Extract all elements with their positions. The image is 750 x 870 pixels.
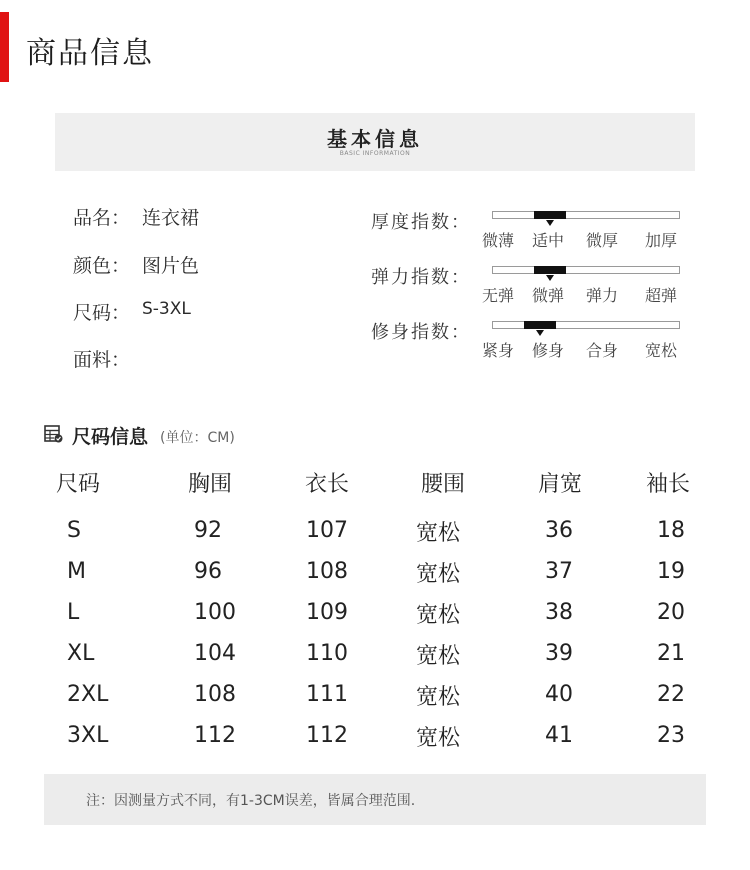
attr-label-size: 尺码： xyxy=(73,302,131,324)
elasticity-option-3: 弹力 xyxy=(586,286,619,305)
fit-index-label: 修身指数： xyxy=(371,322,471,343)
thickness-pointer-icon xyxy=(546,220,554,226)
table-cell: 2XL xyxy=(67,682,109,707)
fit-scale-marker xyxy=(524,321,556,329)
table-cell: 宽松 xyxy=(416,562,461,587)
table-cell: 宽松 xyxy=(416,521,461,546)
table-cell: 92 xyxy=(194,518,222,543)
size-col-header: 尺码 xyxy=(56,472,101,497)
table-cell: 112 xyxy=(306,723,348,748)
table-cell: L xyxy=(67,600,80,625)
thickness-option-3: 微厚 xyxy=(586,231,619,250)
table-cell: 36 xyxy=(545,518,573,543)
table-cell: 宽松 xyxy=(416,603,461,628)
table-cell: 41 xyxy=(545,723,573,748)
basic-info-banner xyxy=(55,113,695,171)
header-accent-bar xyxy=(0,12,9,82)
attr-label-name: 品名： xyxy=(73,207,131,229)
banner-subtitle: BASIC INFORMATION xyxy=(339,150,411,157)
thickness-option-2: 适中 xyxy=(532,231,565,250)
size-col-header: 肩宽 xyxy=(538,472,583,497)
table-cell: XL xyxy=(67,641,95,666)
elasticity-scale-marker xyxy=(534,266,566,274)
table-cell: 21 xyxy=(657,641,685,666)
table-cell: 100 xyxy=(194,600,236,625)
table-cell: 109 xyxy=(306,600,348,625)
size-chart-icon xyxy=(44,425,64,443)
thickness-option-1: 微薄 xyxy=(482,231,515,250)
fit-scale xyxy=(492,321,680,329)
elasticity-pointer-icon xyxy=(546,275,554,281)
attr-label-fabric: 面料： xyxy=(73,349,131,371)
note-text: 注：因测量方式不同，有1-3CM误差，皆属合理范围. xyxy=(86,793,416,809)
table-cell: 39 xyxy=(545,641,573,666)
table-cell: 108 xyxy=(306,559,348,584)
fit-option-3: 合身 xyxy=(586,341,619,360)
thickness-index-label: 厚度指数： xyxy=(371,212,471,233)
attr-label-color: 颜色： xyxy=(73,255,131,277)
table-cell: 宽松 xyxy=(416,726,461,751)
table-cell: 40 xyxy=(545,682,573,707)
banner-title: 基本信息 xyxy=(327,127,423,151)
fit-option-1: 紧身 xyxy=(482,341,515,360)
thickness-scale xyxy=(492,211,680,219)
page-title: 商品信息 xyxy=(26,36,154,71)
size-col-header: 衣长 xyxy=(305,472,350,497)
fit-option-4: 宽松 xyxy=(645,341,678,360)
size-unit-label: (单位：CM) xyxy=(160,430,235,446)
table-cell: 38 xyxy=(545,600,573,625)
thickness-option-4: 加厚 xyxy=(645,231,678,250)
table-cell: 96 xyxy=(194,559,222,584)
size-col-header: 胸围 xyxy=(188,472,233,497)
table-cell: 23 xyxy=(657,723,685,748)
elasticity-index-label: 弹力指数： xyxy=(371,267,471,288)
table-cell: 112 xyxy=(194,723,236,748)
elasticity-option-2: 微弹 xyxy=(532,286,565,305)
attr-value-size: S-3XL xyxy=(142,299,191,319)
table-cell: 110 xyxy=(306,641,348,666)
table-cell: 20 xyxy=(657,600,685,625)
table-cell: 18 xyxy=(657,518,685,543)
table-cell: 107 xyxy=(306,518,348,543)
elasticity-scale xyxy=(492,266,680,274)
size-col-header: 袖长 xyxy=(646,472,691,497)
table-cell: 108 xyxy=(194,682,236,707)
elasticity-option-4: 超弹 xyxy=(645,286,678,305)
table-cell: M xyxy=(67,559,86,584)
table-cell: 19 xyxy=(657,559,685,584)
note-box xyxy=(44,774,706,825)
thickness-scale-marker xyxy=(534,211,566,219)
size-section-title: 尺码信息 xyxy=(72,426,149,448)
table-cell: 104 xyxy=(194,641,236,666)
fit-option-2: 修身 xyxy=(532,341,565,360)
elasticity-option-1: 无弹 xyxy=(482,286,515,305)
table-cell: 37 xyxy=(545,559,573,584)
attr-value-name: 连衣裙 xyxy=(142,207,200,229)
table-cell: 3XL xyxy=(67,723,109,748)
table-cell: 宽松 xyxy=(416,685,461,710)
fit-pointer-icon xyxy=(536,330,544,336)
table-cell: 111 xyxy=(306,682,348,707)
table-cell: S xyxy=(67,518,81,543)
attr-value-color: 图片色 xyxy=(142,255,200,277)
table-cell: 宽松 xyxy=(416,644,461,669)
table-cell: 22 xyxy=(657,682,685,707)
size-col-header: 腰围 xyxy=(421,472,466,497)
